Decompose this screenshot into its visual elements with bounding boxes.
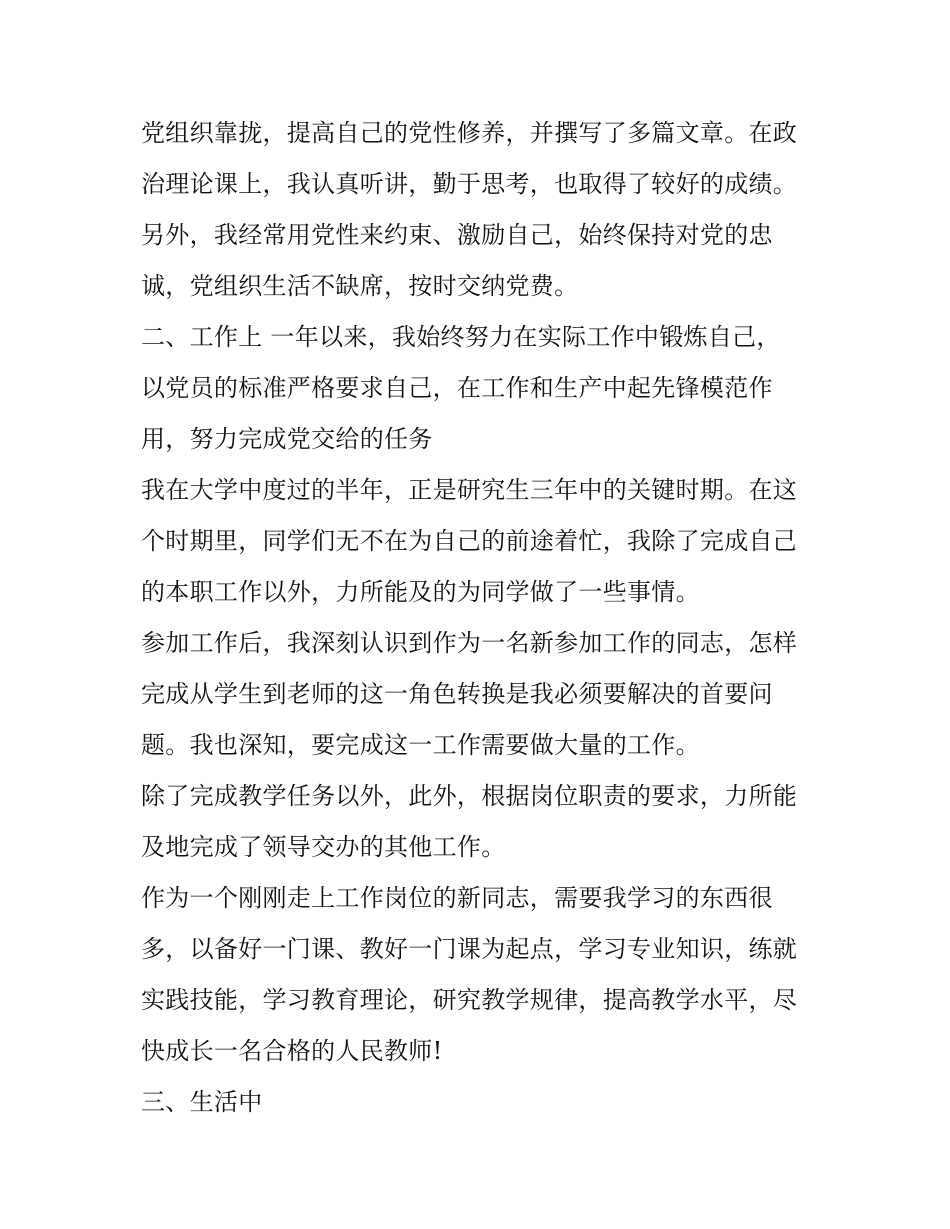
text-line: 个时期里，同学们无不在为自己的前途着忙，我除了完成自己 [141,527,798,555]
text-line: 完成从学生到老师的这一角色转换是我必须要解决的首要问 [141,680,773,708]
text-line: 快成长一名合格的人民教师! [141,1037,443,1065]
text-line: 另外，我经常用党性来约束、激励自己，始终保持对党的忠 [141,221,773,249]
text-line: 及地完成了领导交办的其他工作。 [141,833,506,861]
text-line: 除了完成教学任务以外，此外，根据岗位职责的要求，力所能 [141,782,798,810]
text-line: 的本职工作以外，力所能及的为同学做了一些事情。 [141,578,700,606]
text-line: 党组织靠拢，提高自己的党性修养，并撰写了多篇文章。在政 [141,119,798,147]
text-line: 实践技能，学习教育理论，研究教学规律，提高教学水平，尽 [141,986,798,1014]
text-line: 作为一个刚刚走上工作岗位的新同志，需要我学习的东西很 [141,884,773,912]
text-line: 参加工作后，我深刻认识到作为一名新参加工作的同志，怎样 [141,629,798,657]
text-line: 以党员的标准严格要求自己，在工作和生产中起先锋模范作 [141,374,773,402]
text-line: 用，努力完成党交给的任务 [141,425,433,453]
section-heading: 三、生活中 [141,1088,263,1116]
text-line: 多，以备好一门课、教好一门课为起点，学习专业知识，练就 [141,935,798,963]
text-line: 二、工作上 一年以来，我始终努力在实际工作中锻炼自己， [141,323,781,351]
text-line: 题。我也深知，要完成这一工作需要做大量的工作。 [141,731,700,759]
text-line: 我在大学中度过的半年，正是研究生三年中的关键时期。在这 [141,476,798,504]
document-body [141,108,821,1128]
text-line: 诚，党组织生活不缺席，按时交纳党费。 [141,272,579,300]
text-line: 治理论课上，我认真听讲，勤于思考，也取得了较好的成绩。 [141,170,798,198]
